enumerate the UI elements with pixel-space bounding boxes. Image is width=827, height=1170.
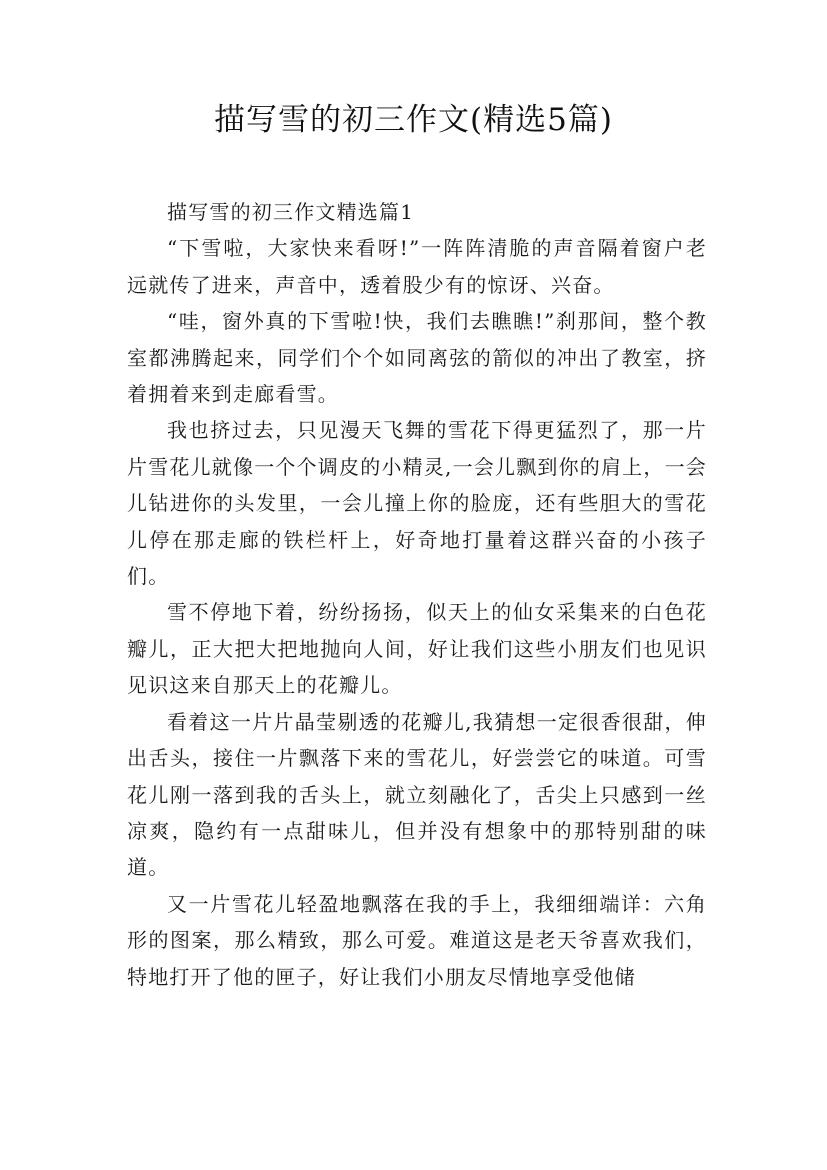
section-heading: 描写雪的初三作文精选篇1 [167,200,415,224]
paragraph: 又一片雪花儿轻盈地飘落在我的手上，我细细端详：六角形的图案，那么精致，那么可爱。难道这是老天爷喜欢我们，特地打开了他的匣子，好让我们小朋友尽情地享受他储 [127,891,707,989]
paragraph: 我也挤过去，只见漫天飞舞的雪花下得更猛烈了，那一片片雪花儿就像一个个调皮的小精灵,一会儿飘到你的肩上，一会儿钻进你的头发里，一会儿撞上你的脸庞，还有些胆大的雪花儿停在那走廊的铁栏杆上，好奇地打量着这群兴奋的小孩子们。 [127,418,707,589]
document-title: 描写雪的初三作文(精选5篇) [214,102,613,138]
paragraph: “下雪啦，大家快来看呀!”一阵阵清脆的声音隔着窗户老远就传了进来，声音中，透着股少有的惊讶、兴奋。 [127,236,707,297]
paragraph: 看着这一片片晶莹剔透的花瓣儿,我猜想一定很香很甜，伸出舌头，接住一片飘落下来的雪花儿，好尝尝它的味道。可雪花儿刚一落到我的舌头上，就立刻融化了，舌尖上只感到一丝凉爽，隐约有一点甜味儿，但并没有想象中的那特别甜的味道。 [127,709,707,880]
paragraph: “哇，窗外真的下雪啦!快，我们去瞧瞧!”刹那间，整个教室都沸腾起来，同学们个个如同离弦的箭似的冲出了教室，挤着拥着来到走廊看雪。 [127,309,707,407]
paragraph: 雪不停地下着，纷纷扬扬，似天上的仙女采集来的白色花瓣儿，正大把大把地抛向人间，好让我们这些小朋友们也见识见识这来自那天上的花瓣儿。 [127,600,707,698]
document-body [127,194,707,995]
